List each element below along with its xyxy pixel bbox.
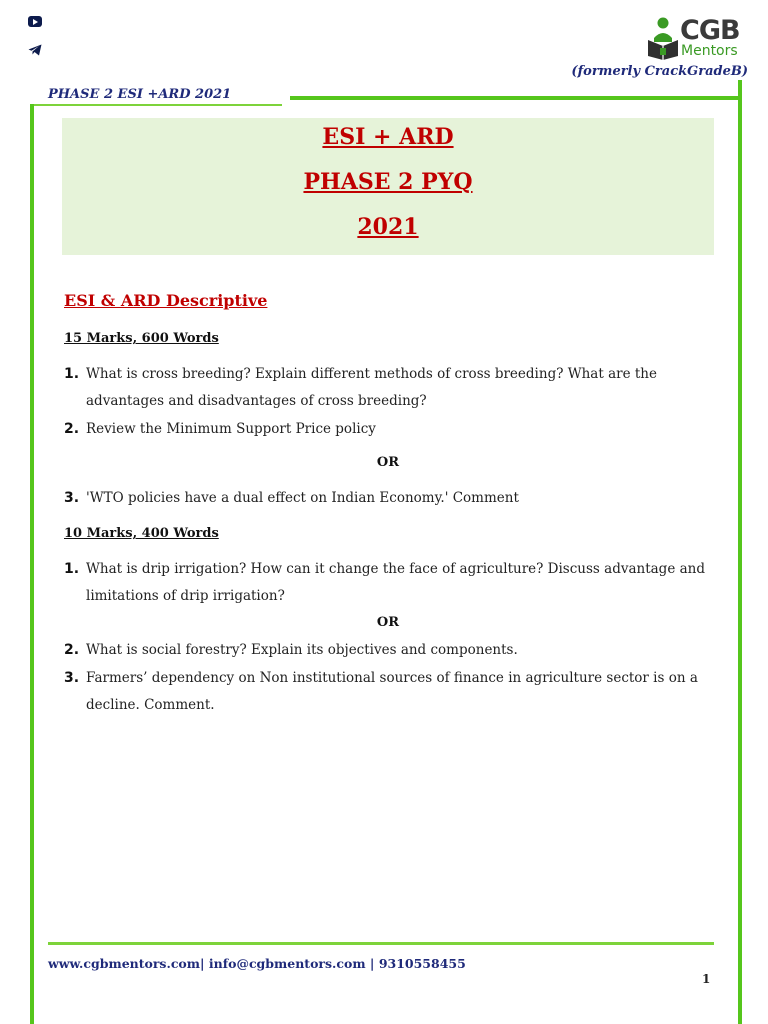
question-item	[64, 361, 714, 415]
youtube-icon[interactable]	[28, 16, 42, 27]
marks-heading-10: 10 Marks, 400 Words	[64, 526, 219, 541]
page-border-left	[30, 104, 34, 1024]
footer-contact: www.cgbmentors.com| info@cgbmentors.com | 9310558455	[48, 956, 466, 971]
question-number: 2.	[64, 421, 80, 437]
question-text: What is social forestry? Explain its objectives and components.	[86, 642, 518, 658]
question-text: Farmers’ dependency on Non institutional sources of finance in agriculture sector is on a decline. Comment.	[86, 670, 698, 713]
header-rule-left	[30, 104, 282, 106]
or-separator: OR	[376, 455, 400, 470]
or-separator: OR	[376, 615, 400, 630]
question-number: 2.	[64, 642, 80, 658]
logo-text-cgb: CGB	[680, 15, 740, 46]
telegram-icon[interactable]	[28, 41, 42, 60]
title-line-3: 2021	[357, 214, 419, 240]
marks-heading-15: 15 Marks, 600 Words	[64, 331, 219, 346]
question-item	[64, 556, 714, 610]
question-item	[64, 485, 714, 512]
header-rule-right	[290, 96, 742, 100]
title-line-1: ESI + ARD	[322, 124, 454, 150]
question-number: 1.	[64, 561, 80, 577]
formerly-note: (formerly CrackGradeB)	[571, 64, 748, 79]
footer-rule	[48, 942, 714, 945]
title-line-2: PHASE 2 PYQ	[303, 169, 473, 195]
question-item	[64, 665, 714, 719]
question-text: What is cross breeding? Explain different methods of cross breeding? What are the advantages and disadvantages of cross breeding?	[86, 366, 657, 409]
question-item	[64, 416, 714, 443]
question-number: 3.	[64, 490, 80, 506]
question-text: Review the Minimum Support Price policy	[86, 421, 376, 437]
running-header-title: PHASE 2 ESI +ARD 2021	[48, 87, 232, 102]
question-text: What is drip irrigation? How can it change the face of agriculture? Discuss advantage and limitations of drip irrigation?	[86, 561, 705, 604]
page-number: 1	[702, 972, 711, 986]
title-box	[62, 118, 714, 255]
mentor-reading-icon	[646, 16, 680, 60]
question-number: 3.	[64, 670, 80, 686]
page-border-right	[738, 80, 742, 1024]
cgb-mentors-logo	[646, 16, 746, 62]
question-number: 1.	[64, 366, 80, 382]
question-item	[64, 637, 714, 664]
section-heading: ESI & ARD Descriptive	[64, 291, 268, 310]
question-text: 'WTO policies have a dual effect on Indian Economy.' Comment	[86, 490, 519, 506]
logo-text-mentors: Mentors	[681, 43, 738, 59]
